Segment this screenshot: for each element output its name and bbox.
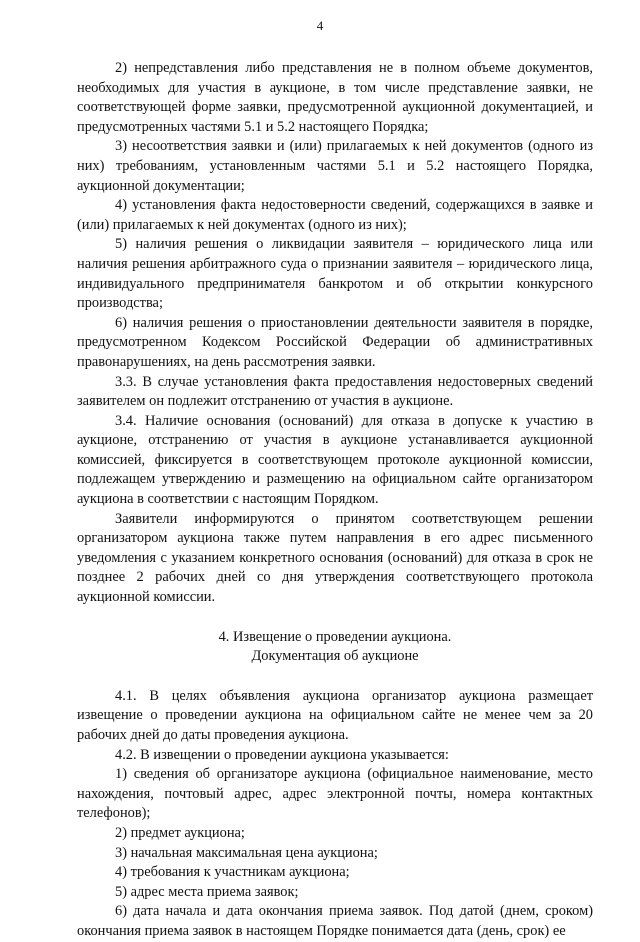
- paragraph: 4.2. В извещении о проведении аукциона указывается:: [115, 746, 449, 763]
- page-number: 4: [316, 18, 324, 33]
- paragraph: 4.1. В целях объявления аукциона организатор аукциона размещает извещение о проведении аукциона на официальном сайте не менее чем за 20 рабочих дней до даты проведения аукциона.: [77, 687, 593, 743]
- paragraph: 6) наличия решения о приостановлении деятельности заявителя в порядке, предусмотренном Кодексом Российской Федерации об административных правонарушениях, на день рассмотрения заявки.: [77, 314, 593, 370]
- paragraph: 3) несоответствия заявки и (или) прилагаемых к ней документов (одного из них) требованиям, установленным частями 5.1 и 5.2 настоящего Порядка, аукционной документации;: [77, 138, 593, 194]
- section-heading-line: 4. Извещение о проведении аукциона.: [218, 628, 452, 645]
- paragraph: 3.3. В случае установления факта предоставления недостоверных сведений заявителем он подлежит отстранению от участия в аукционе.: [77, 373, 593, 410]
- section-heading: [77, 628, 593, 667]
- list-item: 6) дата начала и дата окончания приема заявок. Под датой (днем, сроком) окончания приема заявок в настоящем Порядке понимается дата (день, срок) ее: [77, 903, 593, 939]
- paragraph: 3.4. Наличие основания (оснований) для отказа в допуске к участию в аукционе, отстранению от участия в аукционе устанавливается аукционной комиссией, фиксируется в соответствующем протоколе аукционной комиссии, подлежащем утверждению и размещению на официальном сайте организатором аукциона в соответствии с настоящим Порядком.: [77, 412, 593, 508]
- paragraph: 2) непредставления либо представления не в полном объеме документов, необходимых для участия в аукционе, в том числе представление заявки, не соответствующей форме заявки, предусмотренной аукционной документацией, и предусмотренных частями 5.1 и 5.2 настоящего Порядка;: [77, 60, 593, 135]
- section-heading-line: Документация об аукционе: [251, 648, 419, 665]
- list-item: 3) начальная максимальная цена аукциона;: [115, 844, 378, 861]
- paragraph: 5) наличия решения о ликвидации заявителя – юридического лица или наличия решения арбитражного суда о признании заявителя – юридического лица, индивидуального предпринимателя банкротом и об открытии конкурсного производства;: [77, 236, 593, 312]
- list-item: 4) требования к участникам аукциона;: [115, 864, 350, 881]
- list-item: 1) сведения об организаторе аукциона (официальное наименование, место нахождения, почтовый адрес, адрес электронной почты, номера контактных телефонов);: [77, 766, 593, 822]
- document-body: [77, 59, 593, 942]
- paragraph: Заявители информируются о принятом соответствующем решении организатором аукциона также путем направления в его адрес письменного уведомления с указанием конкретного основания (оснований) для отказа в срок не позднее 2 рабочих дней со дня утверждения соответствующего протокола аукционной комиссии.: [77, 510, 593, 606]
- paragraph: 4) установления факта недостоверности сведений, содержащихся в заявке и (или) прилагаемых к ней документах (одного из них);: [77, 197, 593, 233]
- list-item: 5) адрес места приема заявок;: [115, 883, 299, 900]
- list-item: 2) предмет аукциона;: [115, 824, 245, 841]
